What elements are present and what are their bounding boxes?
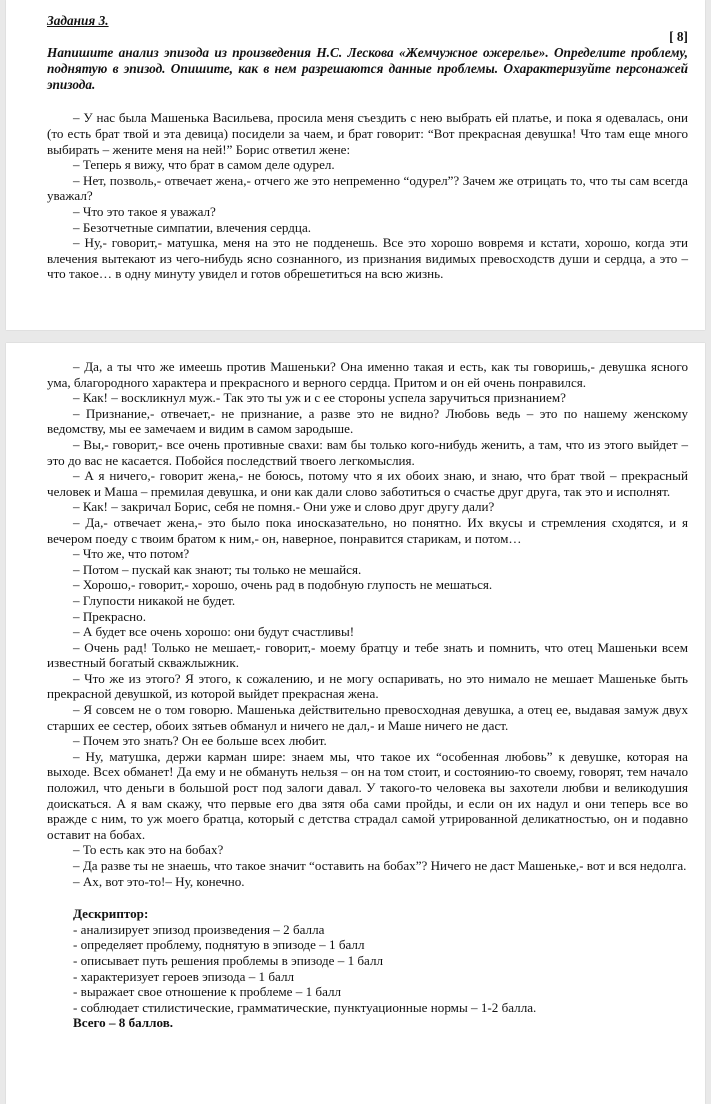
- dialogue-paragraph: – Хорошо,- говорит,- хорошо, очень рад в подобную глупость не мешаться.: [73, 577, 493, 593]
- descriptor-item: - определяет проблему, поднятую в эпизоде – 1 балл: [73, 937, 365, 953]
- descriptor-total: Всего – 8 баллов.: [73, 1015, 174, 1031]
- dialogue-paragraph: – Как! – закричал Борис, себя не помня.- Они уже и слово друг другу дали?: [73, 499, 495, 515]
- dialogue-paragraph: – Я совсем не о том говорю. Машенька действительно превосходная девушка, а отец ее, выдавая замуж двух старших ее сестер, обоих зятьев обманул и ничего не дал,- и Маше ничего не даст.: [47, 702, 688, 733]
- document-page-1: [6, 0, 705, 330]
- dialogue-paragraph: – Да, а ты что же имеешь против Машеньки? Она именно такая и есть, как ты говоришь,- девушка ясного ума, благородного характера и прекрасного и верного сердца. Притом и он ей очень понравился.: [47, 359, 688, 390]
- descriptor-item: - анализирует эпизод произведения – 2 балла: [73, 921, 325, 937]
- dialogue-paragraph: – Ах, вот это-то!– Ну, конечно.: [73, 873, 245, 889]
- points-label: [ 8]: [669, 29, 688, 44]
- dialogue-paragraph: – Нет, позволь,- отвечает жена,- отчего же это непременно “одурел”? Зачем же отрицать то, что ты сам всегда уважал?: [47, 172, 688, 204]
- descriptor-heading: Дескриптор:: [73, 906, 149, 922]
- dialogue-paragraph: – Ну,- говорит,- матушка, меня на это не подденешь. Все это хорошо вовремя и кстати, хорошо, когда эти влечения вытекают из чего-нибудь ясно сознанного, из признания видимых превосходств души и сердца, а это – что такое… в одну минуту увидел и готов обрешетиться на всю жизнь.: [47, 235, 688, 282]
- dialogue-paragraph: – То есть как это на бобах?: [73, 842, 224, 858]
- dialogue-paragraph: – Что же из этого? Я этого, к сожалению, и не могу оспаривать, но это нимало не мешает Машеньке быть прекрасной девушкой, из которой выйдет прекрасная жена.: [47, 670, 688, 702]
- dialogue-paragraph: – У нас была Машенька Васильева, просила меня съездить с нею выбрать ей платье, и пока я одевалась, они (то есть брат твой и эта девица) посидели за чаем, и брат говорит: “Вот прекрасная девушка! Что там еще много выбирать – жените меня на ней!” Борис ответил жене:: [47, 110, 688, 157]
- page-2-content: [47, 359, 688, 1031]
- page-1-content: [47, 13, 688, 282]
- dialogue-paragraph: – Почем это знать? Он ее больше всех любит.: [73, 733, 327, 749]
- dialogue-paragraph: – Потом – пускай как знают; ты только не мешайся.: [73, 561, 362, 577]
- dialogue-paragraph: – Безотчетные симпатии, влечения сердца.: [73, 219, 312, 235]
- descriptor-item: - выражает свое отношение к проблеме – 1 балл: [73, 984, 342, 1000]
- dialogue-paragraph: – Очень рад! Только не мешает,- говорит,- моему братцу и тебе знать и помнить, что отец Машеньки всем известный богатый скважлыжник.: [47, 639, 688, 671]
- descriptor-item: - соблюдает стилистические, грамматические, пунктуационные нормы – 1-2 балла.: [73, 999, 537, 1015]
- dialogue-paragraph: – Теперь я вижу, что брат в самом деле одурел.: [73, 157, 335, 173]
- dialogue-paragraph: – Глупости никакой не будет.: [73, 592, 236, 608]
- descriptor-section: [47, 906, 688, 1031]
- document-page-2: [6, 343, 705, 1104]
- task-title: Задания 3.: [47, 13, 109, 28]
- task-instruction: Напишите анализ эпизода из произведения Н.С. Лескова «Жемчужное ожерелье». Определите проблему, поднятую в эпизод. Опишите, как в нем разрешаются данные проблемы. Охарактеризуйте персонажей эпизода.: [47, 45, 688, 92]
- dialogue-paragraph: – Да разве ты не знаешь, что такое значит “оставить на бобах”? Ничего не даст Машеньке,- вот и вся недолга.: [73, 858, 687, 873]
- dialogue-paragraph: – А я ничего,- говорит жена,- не боюсь, потому что я их обоих знаю, и знаю, что брат твой – прекрасный человек и Маша – премилая девушка, и они как дали слово заботиться о счастье друг друга, так это и исполнят.: [47, 468, 688, 499]
- dialogue-paragraph: – Да,- отвечает жена,- это было пока иносказательно, но понятно. Их вкусы и стремления сходятся, и я вечером поеду с твоим братом к ним,- он, наверное, понравится старикам, и потом…: [47, 514, 688, 546]
- descriptor-item: - характеризует героев эпизода – 1 балл: [73, 968, 295, 984]
- dialogue-paragraph: – Ну, матушка, держи карман шире: знаем мы, что такое их “особенная любовь” к девушке, которая на выходе. Всех обманет! Да ему и не обмануть нельзя – он на том стоит, и состоянию-то своему, говорят, тем начало положил, что деньги в большой рост под залоги давал. У такого-то человека вы захотели любви и великодушия доискаться. А я вам скажу, что первые его два зятя оба сами пройды, и если он их надул и они теперь все во вражде с ним, то уж моего братца, который с детства страдал самой утрированной деликатностью, он и подавно оставит на бобах.: [47, 748, 688, 842]
- dialogue-paragraph: – Что это такое я уважал?: [73, 203, 216, 219]
- dialogue-paragraph: – Признание,- отвечает,- не признание, а разве это не видно? Любовь ведь – это по нашему женскому ведомству, мы ее замечаем и видим в самом зародыше.: [47, 405, 688, 437]
- dialogue-paragraph: – А будет все очень хорошо: они будут счастливы!: [73, 624, 355, 640]
- descriptor-item: - описывает путь решения проблемы в эпизоде – 1 балл: [73, 952, 384, 968]
- dialogue-paragraph: – Что же, что потом?: [73, 546, 190, 562]
- dialogue-paragraph: – Как! – воскликнул муж.- Так это ты уж и с ее стороны успела заручиться признанием?: [73, 390, 566, 406]
- dialogue-paragraph: – Прекрасно.: [73, 608, 146, 624]
- dialogue-paragraph: – Вы,- говорит,- все очень противные свахи: вам бы только кого-нибудь женить, а там, что из этого выйдет – это до вас не касается. Побойся последствий твоего легкомыслия.: [47, 436, 688, 468]
